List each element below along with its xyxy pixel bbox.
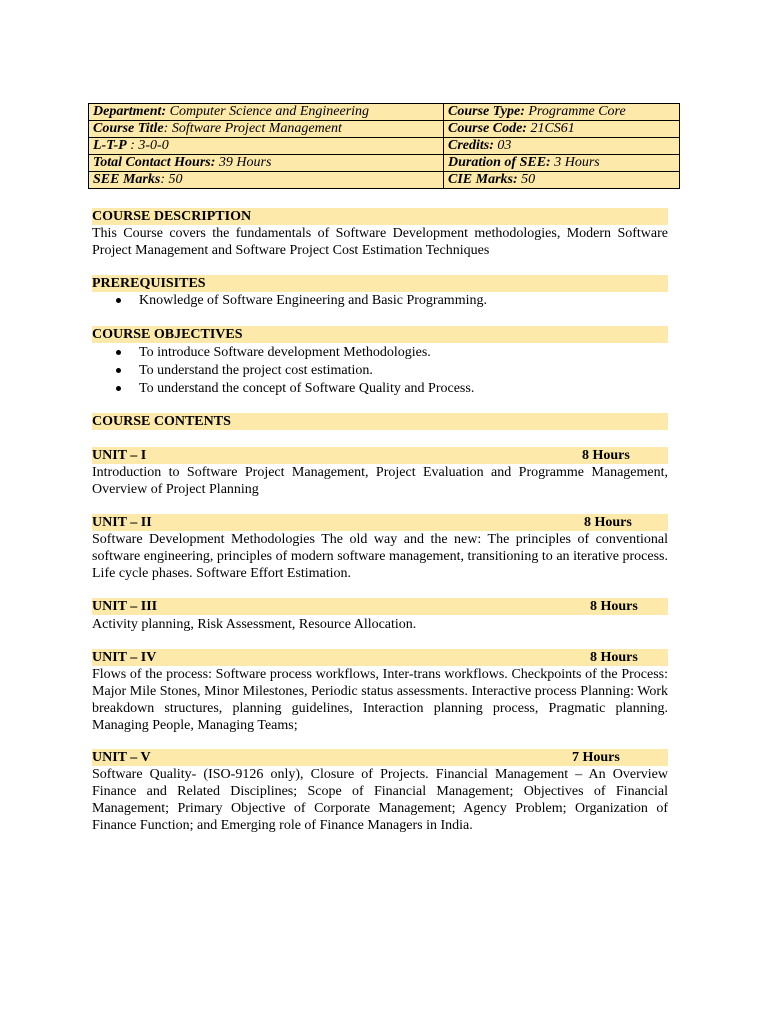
bullet-icon	[116, 386, 121, 391]
table-row	[89, 121, 680, 138]
unit-hours: 8 Hours	[582, 448, 630, 463]
unit-4-text: Flows of the process: Software process workflows, Inter-trans workflows. Checkpoints of the Process: Major Mile Stones, Minor Milestones, Periodic status assessments. Interactive process Planning: Work breakdown structures, planning guidelines, Interaction planning process, Pragmatic planning. Managing People, Managing Teams;	[92, 667, 668, 733]
contact-hours-cell: Total Contact Hours: 39 Hours	[89, 155, 444, 172]
unit-3-text: Activity planning, Risk Assessment, Resource Allocation.	[92, 617, 417, 632]
unit-hours: 8 Hours	[590, 650, 638, 665]
course-description-text: This Course covers the fundamentals of Software Development methodologies, Modern Software Project Management and Software Project Cost Estimation Techniques	[92, 226, 668, 258]
course-contents-heading: COURSE CONTENTS	[92, 413, 668, 430]
unit-hours: 8 Hours	[584, 515, 632, 530]
prerequisites-list	[92, 292, 487, 310]
unit-title: UNIT – IV	[92, 650, 157, 665]
list-item: To introduce Software development Methodologies.	[92, 344, 474, 362]
prerequisites-heading: PREREQUISITES	[92, 275, 668, 292]
ltp-cell: L-T-P : 3-0-0	[89, 138, 444, 155]
objectives-list	[92, 344, 474, 398]
unit-title: UNIT – II	[92, 515, 152, 530]
unit-title: UNIT – V	[92, 750, 151, 765]
unit-2-text: Software Development Methodologies The old way and the new: The principles of conventional software engineering, principles of modern software management, transitioning to an iterative process. Life cycle phases. Software Effort Estimation.	[92, 532, 668, 581]
unit-4-heading	[92, 649, 668, 666]
see-duration-cell: Duration of SEE: 3 Hours	[444, 155, 680, 172]
unit-hours: 7 Hours	[572, 750, 620, 765]
unit-5-heading	[92, 749, 668, 766]
course-description-heading: COURSE DESCRIPTION	[92, 208, 668, 225]
bullet-icon	[116, 368, 121, 373]
table-row	[89, 138, 680, 155]
list-item: Knowledge of Software Engineering and Basic Programming.	[92, 292, 487, 310]
list-item: To understand the concept of Software Quality and Process.	[92, 380, 474, 398]
course-type-cell: Course Type: Programme Core	[444, 104, 680, 121]
bullet-icon	[116, 350, 121, 355]
unit-1-text: Introduction to Software Project Management, Project Evaluation and Programme Management, Overview of Project Planning	[92, 465, 668, 497]
bullet-icon	[116, 298, 121, 303]
unit-1-heading	[92, 447, 668, 464]
table-row	[89, 155, 680, 172]
course-objectives-heading: COURSE OBJECTIVES	[92, 326, 668, 343]
table-row	[89, 104, 680, 121]
list-item: To understand the project cost estimation.	[92, 362, 474, 380]
unit-3-heading	[92, 598, 668, 615]
unit-title: UNIT – III	[92, 599, 158, 614]
course-title-cell: Course Title: Software Project Management	[89, 121, 444, 138]
unit-5-text: Software Quality- (ISO-9126 only), Closure of Projects. Financial Management – An Overview Finance and Related Disciplines; Scope of Financial Management; Objectives of Financial Management; Primary Objective of Corporate Management; Agency Problem; Organization of Finance Function; and Emerging role of Finance Managers in India.	[92, 767, 668, 833]
unit-title: UNIT – I	[92, 448, 147, 463]
cie-marks-cell: CIE Marks: 50	[444, 172, 680, 189]
unit-hours: 8 Hours	[590, 599, 638, 614]
see-marks-cell: SEE Marks: 50	[89, 172, 444, 189]
credits-cell: Credits: 03	[444, 138, 680, 155]
unit-2-heading	[92, 514, 668, 531]
department-cell: Department: Computer Science and Engineering	[89, 104, 444, 121]
table-row	[89, 172, 680, 189]
course-code-cell: Course Code: 21CS61	[444, 121, 680, 138]
course-info-table	[88, 103, 680, 189]
